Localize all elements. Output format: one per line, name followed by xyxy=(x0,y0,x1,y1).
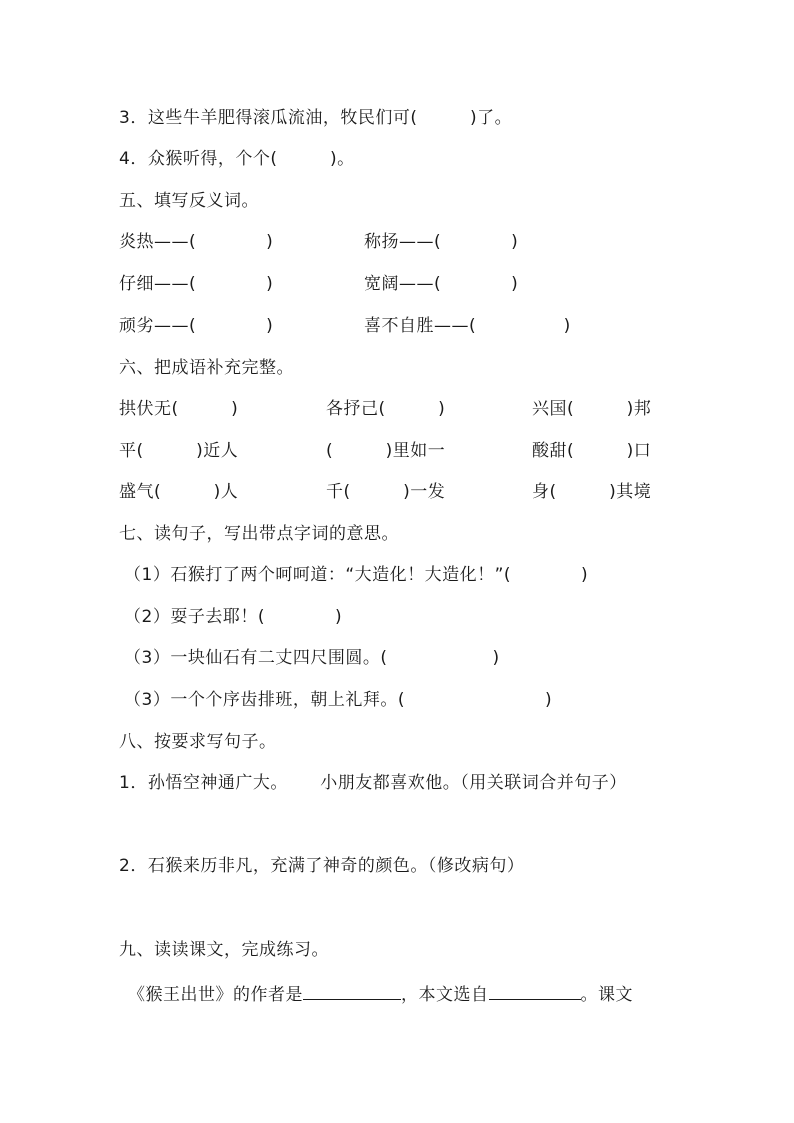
antonym-item: 顽劣——( ) xyxy=(119,316,274,336)
question-9-part-a: 《猴王出世》的作者是 xyxy=(119,985,303,1005)
question-4: 4．众猴听得，个个( )。 xyxy=(119,149,355,169)
source-blank[interactable] xyxy=(489,981,581,1000)
antonym-item: 喜不自胜——( ) xyxy=(364,316,571,336)
idiom-item: 平( )近人 xyxy=(119,441,239,461)
section-9-heading: 九、读读课文，完成练习。 xyxy=(119,940,329,960)
question-8-1: 1．孙悟空神通广大。 小朋友都喜欢他。（用关联词合并句子） xyxy=(119,773,627,793)
question-8-2: 2．石猴来历非凡，充满了神奇的颜色。（修改病句） xyxy=(119,856,525,876)
question-7-1: （1）石猴打了两个呵呵道：“大造化！大造化！”( ) xyxy=(124,565,589,585)
idiom-item: 千( )一发 xyxy=(326,482,446,502)
question-3: 3．这些牛羊肥得滚瓜流油，牧民们可( )了。 xyxy=(119,108,513,128)
question-7-3: （3）一块仙石有二丈四尺围圆。( ) xyxy=(124,648,500,668)
idiom-item: ( )里如一 xyxy=(326,441,446,461)
idiom-item: 各抒己( ) xyxy=(326,399,446,419)
idiom-item: 身( )其境 xyxy=(532,482,652,502)
idiom-item: 拱伏无( ) xyxy=(119,399,239,419)
author-blank[interactable] xyxy=(303,981,401,1000)
section-5-heading: 五、填写反义词。 xyxy=(119,191,259,211)
idiom-item: 酸甜( )口 xyxy=(532,441,652,461)
antonym-item: 称扬——( ) xyxy=(364,232,519,252)
section-8-heading: 八、按要求写句子。 xyxy=(119,732,277,752)
antonym-item: 宽阔——( ) xyxy=(364,274,519,294)
question-7-2: （2）耍子去耶！( ) xyxy=(124,607,343,627)
question-7-4: （3）一个个序齿排班，朝上礼拜。( ) xyxy=(124,690,553,710)
section-6-heading: 六、把成语补充完整。 xyxy=(119,358,294,378)
section-7-heading: 七、读句子，写出带点字词的意思。 xyxy=(119,524,399,544)
antonym-item: 炎热——( ) xyxy=(119,232,274,252)
idiom-item: 盛气( )人 xyxy=(119,482,239,502)
antonym-item: 仔细——( ) xyxy=(119,274,274,294)
question-9-part-c: 。课文 xyxy=(580,985,633,1005)
idiom-item: 兴国( )邦 xyxy=(532,399,652,419)
question-9-part-b: ，本文选自 xyxy=(401,985,489,1005)
question-9-text xyxy=(119,981,633,1006)
